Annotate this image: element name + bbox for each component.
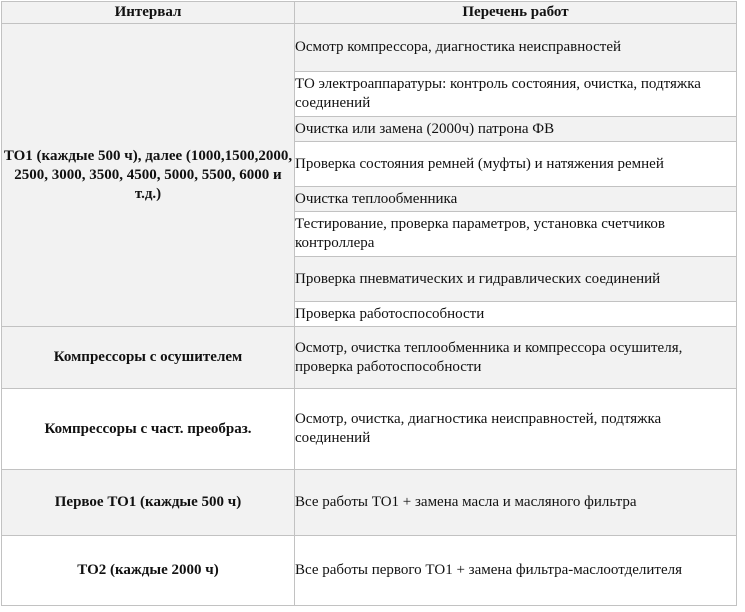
work-cell: Осмотр компрессора, диагностика неисправностей bbox=[295, 24, 737, 72]
work-cell: Очистка теплообменника bbox=[295, 187, 737, 212]
work-cell: ТО электроаппаратуры: контроль состояния, очистка, подтяжка соединений bbox=[295, 72, 737, 117]
work-cell: Тестирование, проверка параметров, установка счетчиков контроллера bbox=[295, 212, 737, 257]
work-cell: Проверка пневматических и гидравлических соединений bbox=[295, 257, 737, 302]
maintenance-table bbox=[1, 1, 737, 606]
table-row bbox=[2, 470, 737, 536]
work-cell: Очистка или замена (2000ч) патрона ФВ bbox=[295, 117, 737, 142]
interval-cell: Первое ТО1 (каждые 500 ч) bbox=[2, 470, 295, 536]
work-cell: Все работы ТО1 + замена масла и масляного фильтра bbox=[295, 470, 737, 536]
work-cell: Все работы первого ТО1 + замена фильтра-маслоотделителя bbox=[295, 536, 737, 606]
work-cell: Осмотр, очистка теплообменника и компрессора осушителя, проверка работоспособности bbox=[295, 327, 737, 389]
table-row bbox=[2, 24, 737, 72]
work-cell: Проверка работоспособности bbox=[295, 302, 737, 327]
header-row bbox=[2, 2, 737, 24]
work-cell: Осмотр, очистка, диагностика неисправностей, подтяжка соединений bbox=[295, 389, 737, 470]
interval-cell: ТО2 (каждые 2000 ч) bbox=[2, 536, 295, 606]
table-row bbox=[2, 389, 737, 470]
interval-cell: Компрессоры с част. преобраз. bbox=[2, 389, 295, 470]
table-row bbox=[2, 536, 737, 606]
header-interval: Интервал bbox=[2, 2, 295, 24]
table-row bbox=[2, 327, 737, 389]
interval-cell: ТО1 (каждые 500 ч), далее (1000,1500,2000, 2500, 3000, 3500, 4500, 5000, 5500, 6000 и т.д.) bbox=[2, 24, 295, 327]
interval-cell: Компрессоры с осушителем bbox=[2, 327, 295, 389]
header-works: Перечень работ bbox=[295, 2, 737, 24]
work-cell: Проверка состояния ремней (муфты) и натяжения ремней bbox=[295, 142, 737, 187]
